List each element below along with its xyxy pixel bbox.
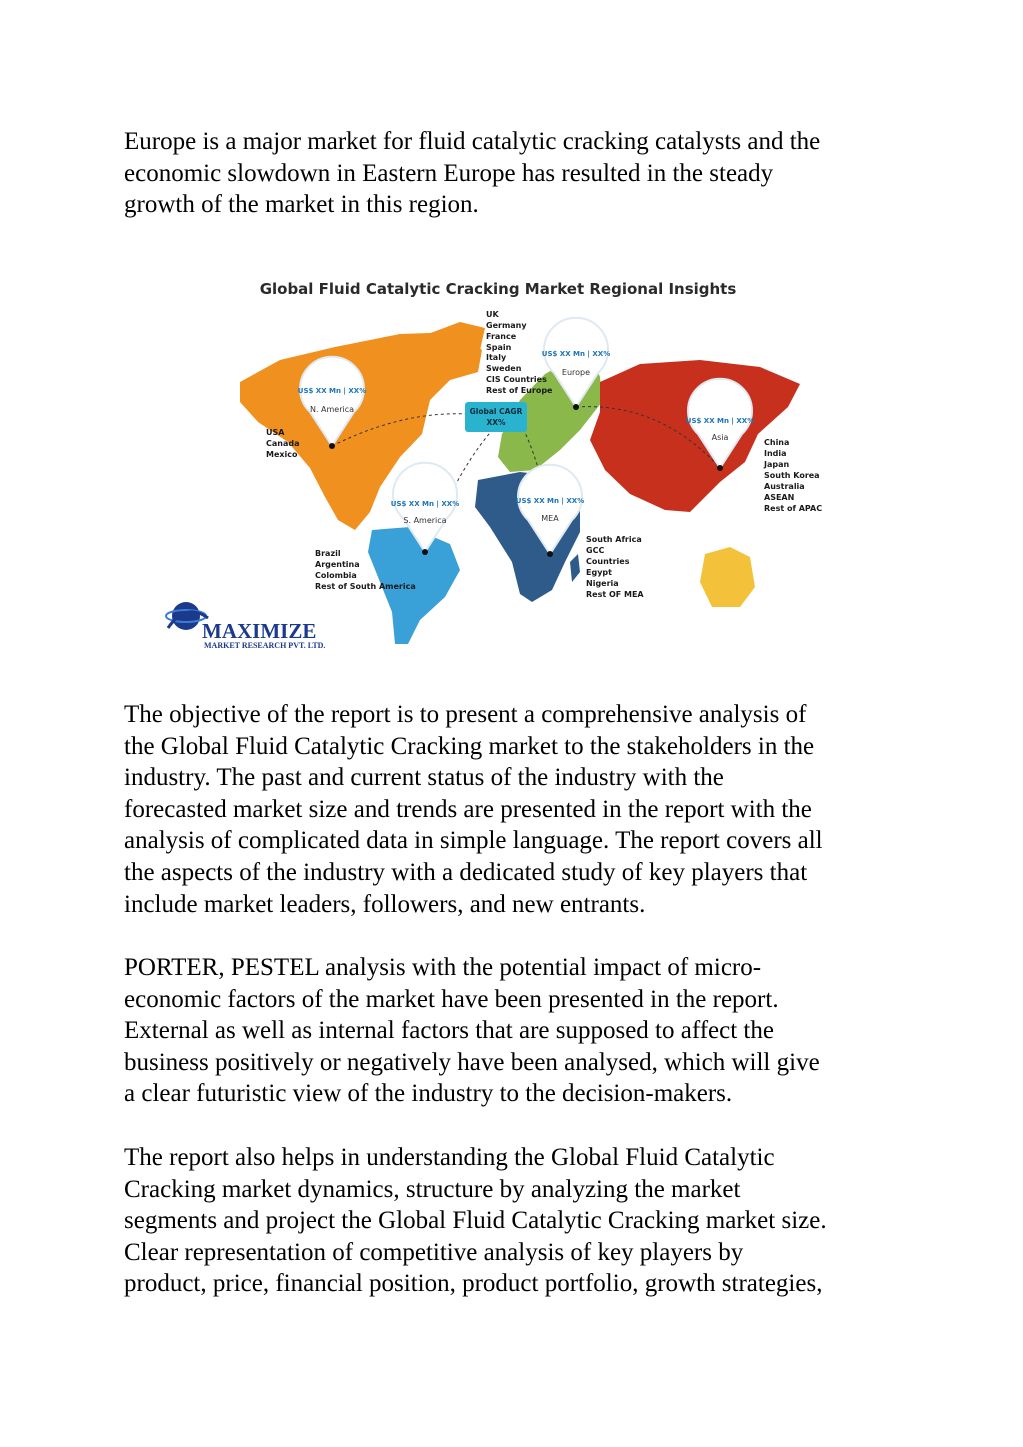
svg-text:N. America: N. America bbox=[309, 405, 355, 414]
svg-text:Rest of South America: Rest of South America bbox=[315, 582, 416, 591]
svg-text:Argentina: Argentina bbox=[315, 560, 360, 569]
regional-insights-figure bbox=[160, 272, 860, 657]
svg-text:MEA: MEA bbox=[541, 514, 559, 523]
svg-text:Japan: Japan bbox=[764, 460, 790, 469]
svg-text:ASEAN: ASEAN bbox=[764, 493, 795, 502]
list-asia bbox=[763, 438, 822, 513]
svg-text:France: France bbox=[486, 332, 517, 341]
svg-text:US$ XX Mn | XX%: US$ XX Mn | XX% bbox=[297, 387, 367, 395]
globe-icon bbox=[172, 602, 200, 630]
list-mea bbox=[586, 535, 644, 599]
svg-text:US$ XX Mn | XX%: US$ XX Mn | XX% bbox=[541, 350, 611, 358]
paragraph-line: business positively or negatively have been analysed, which will give bbox=[124, 1048, 820, 1076]
paragraph-line: the aspects of the industry with a dedicated study of key players that bbox=[124, 858, 808, 886]
paragraph-line: economic factors of the market have been presented in the report. bbox=[124, 985, 779, 1013]
svg-text:Brazil: Brazil bbox=[315, 549, 341, 558]
svg-text:Rest OF MEA: Rest OF MEA bbox=[586, 590, 644, 599]
svg-text:Australia: Australia bbox=[764, 482, 805, 491]
australia-region bbox=[700, 547, 755, 607]
svg-text:US$ XX Mn | XX%: US$ XX Mn | XX% bbox=[515, 497, 585, 505]
paragraph-report-objective bbox=[124, 699, 914, 920]
paragraph-line: economic slowdown in Eastern Europe has resulted in the steady bbox=[124, 159, 774, 187]
svg-text:Asia: Asia bbox=[711, 433, 729, 442]
svg-text:Sweden: Sweden bbox=[486, 364, 522, 373]
svg-text:Colombia: Colombia bbox=[315, 571, 357, 580]
svg-text:CIS Countries: CIS Countries bbox=[486, 375, 547, 384]
paragraph-line: External as well as internal factors that are supposed to affect the bbox=[124, 1017, 774, 1045]
svg-text:Spain: Spain bbox=[486, 343, 512, 352]
figure-title: Global Fluid Catalytic Cracking Market Regional Insights bbox=[259, 280, 737, 298]
world-map-graphic bbox=[160, 272, 860, 657]
paragraph-line: product, price, financial position, product portfolio, growth strategies, bbox=[124, 1270, 823, 1298]
svg-text:Canada: Canada bbox=[266, 439, 300, 448]
paragraph-line: PORTER, PESTEL analysis with the potential impact of micro- bbox=[124, 954, 762, 981]
paragraph-line: Clear representation of competitive analysis of key players by bbox=[124, 1238, 744, 1266]
paragraph-line: industry. The past and current status of the industry with the bbox=[124, 764, 724, 792]
svg-text:US$ XX Mn | XX%: US$ XX Mn | XX% bbox=[685, 417, 755, 425]
svg-text:China: China bbox=[764, 438, 790, 447]
cagr-value: XX% bbox=[486, 418, 506, 427]
paragraph-europe-market bbox=[124, 126, 914, 221]
svg-text:Egypt: Egypt bbox=[586, 568, 612, 577]
paragraph-line: growth of the market in this region. bbox=[124, 191, 479, 219]
svg-text:Germany: Germany bbox=[486, 321, 527, 330]
svg-text:S. America: S. America bbox=[403, 516, 447, 525]
logo-name: MAXIMIZE bbox=[202, 619, 317, 643]
paragraph-line: the Global Fluid Catalytic Cracking market to the stakeholders in the bbox=[124, 732, 815, 760]
svg-text:Rest of APAC: Rest of APAC bbox=[764, 504, 823, 513]
paragraph-line: analysis of complicated data in simple language. The report covers all bbox=[124, 827, 823, 855]
paragraph-line: segments and project the Global Fluid Catalytic Cracking market size. bbox=[124, 1207, 827, 1235]
cagr-label: Global CAGR bbox=[469, 407, 523, 416]
svg-text:South Africa: South Africa bbox=[586, 535, 642, 544]
logo-subtitle: MARKET RESEARCH PVT. LTD. bbox=[204, 641, 326, 650]
paragraph-porter-pestel bbox=[124, 952, 914, 1110]
paragraph-line: include market leaders, followers, and new entrants. bbox=[124, 890, 646, 918]
paragraph-line: The objective of the report is to present a comprehensive analysis of bbox=[124, 701, 807, 728]
svg-text:UK: UK bbox=[486, 310, 499, 319]
svg-text:GCC: GCC bbox=[586, 546, 605, 555]
svg-text:India: India bbox=[764, 449, 787, 458]
paragraph-line: Europe is a major market for fluid catalytic cracking catalysts and the bbox=[124, 128, 821, 155]
svg-text:Europe: Europe bbox=[561, 368, 591, 377]
svg-text:Mexico: Mexico bbox=[266, 450, 298, 459]
paragraph-line: The report also helps in understanding the Global Fluid Catalytic bbox=[124, 1144, 775, 1171]
svg-text:South Korea: South Korea bbox=[764, 471, 820, 480]
svg-text:Nigeria: Nigeria bbox=[586, 579, 619, 588]
svg-text:USA: USA bbox=[266, 428, 285, 437]
svg-text:Rest of Europe: Rest of Europe bbox=[486, 386, 553, 395]
svg-text:Countries: Countries bbox=[586, 557, 630, 566]
madagascar-shape bbox=[570, 554, 580, 582]
paragraph-market-dynamics bbox=[124, 1142, 914, 1300]
svg-text:Italy: Italy bbox=[486, 353, 507, 362]
paragraph-line: a clear futuristic view of the industry to the decision-makers. bbox=[124, 1080, 733, 1108]
paragraph-line: forecasted market size and trends are presented in the report with the bbox=[124, 795, 812, 823]
svg-text:US$ XX Mn | XX%: US$ XX Mn | XX% bbox=[390, 500, 460, 508]
maximize-logo bbox=[166, 602, 325, 650]
paragraph-line: Cracking market dynamics, structure by analyzing the market bbox=[124, 1175, 741, 1203]
